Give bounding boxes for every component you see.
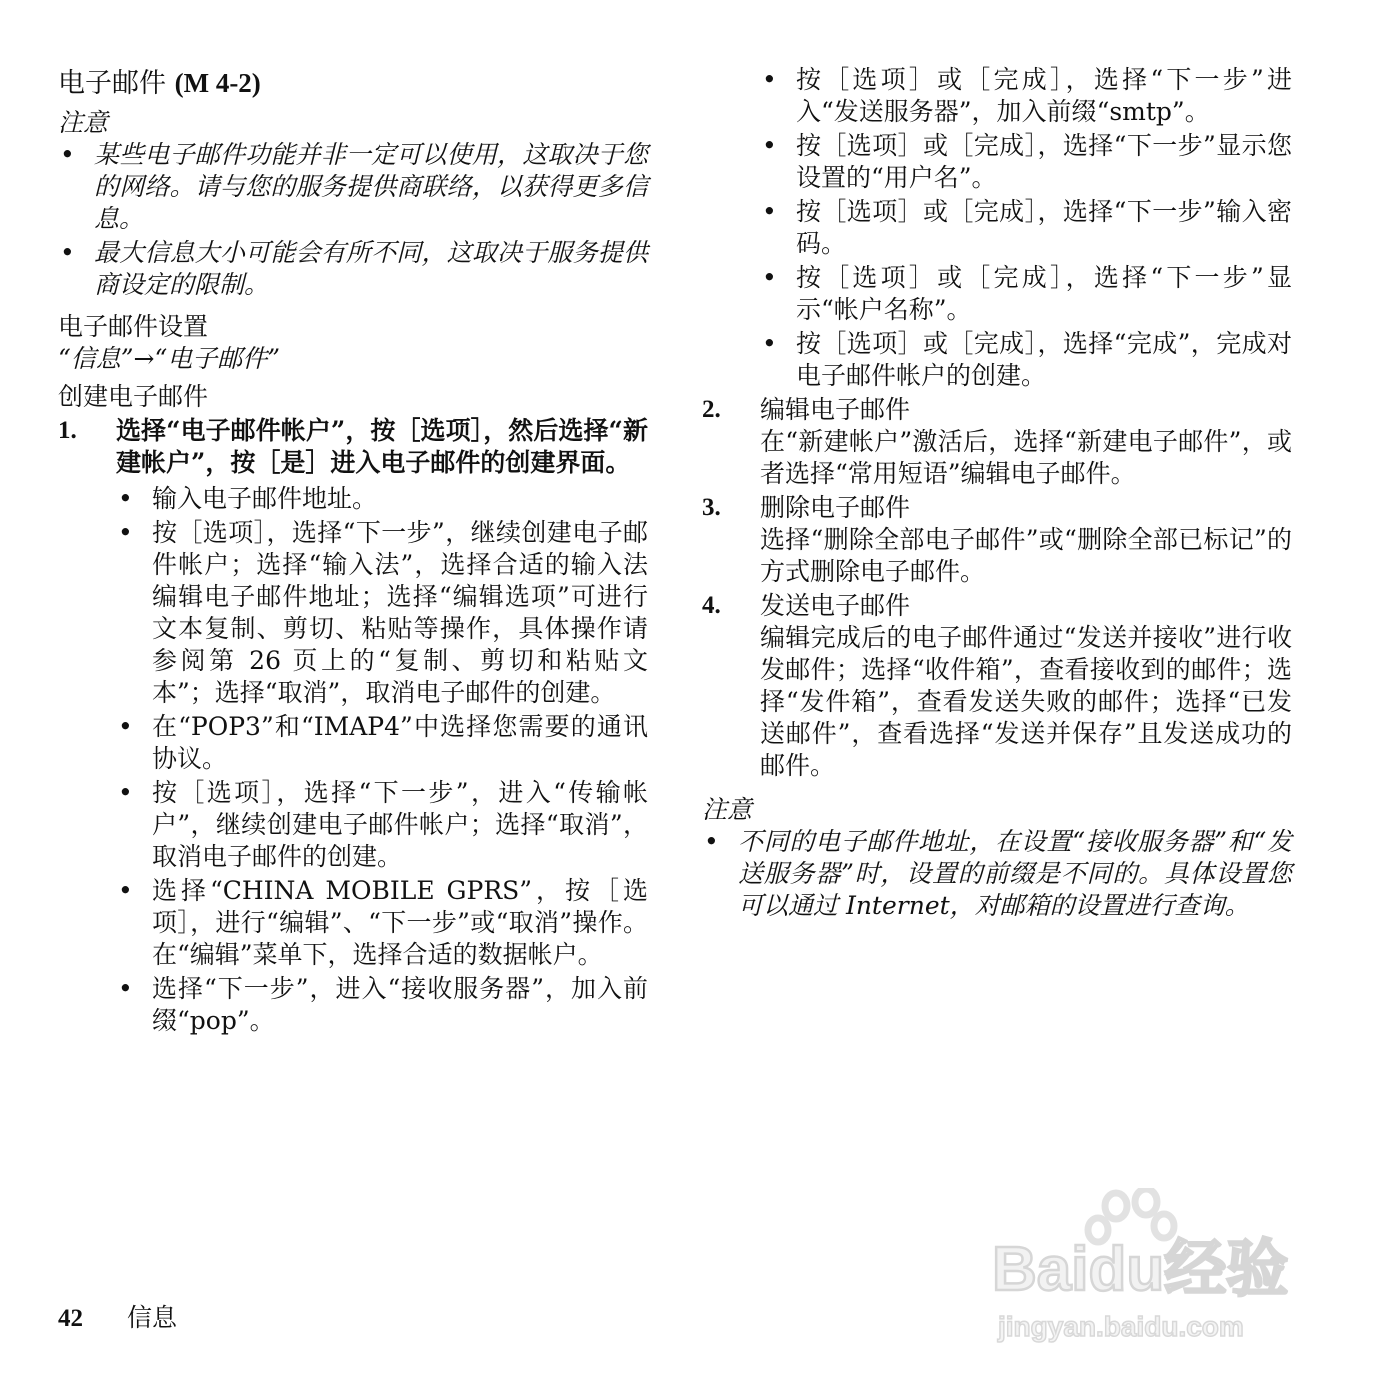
- page-number: 42: [58, 1305, 83, 1332]
- watermark-url: jingyan.baidu.com: [998, 1311, 1244, 1342]
- menu-path: “信息”→“电子邮件”: [58, 344, 281, 373]
- list-item: • 按［选项］或［完成］，选择“下一步”显示您设置的“用户名”。: [760, 130, 1292, 194]
- step-number: 3.: [702, 494, 721, 521]
- note-item: • 不同的电子邮件地址，在设置“接收服务器”和“发送服务器”时，设置的前缀是不同的。具体设置您可以通过 Internet，对邮箱的设置进行查询。: [702, 826, 1292, 922]
- page-footer: [58, 1302, 177, 1335]
- step-4: [702, 590, 1292, 782]
- list-item: • 在“POP3”和“IMAP4”中选择您需要的通讯协议。: [116, 711, 648, 775]
- note-item: • 某些电子邮件功能并非一定可以使用，这取决于您的网络。请与您的服务提供商联络，以获得更多信息。: [58, 139, 648, 235]
- create-heading: 创建电子邮件: [58, 382, 209, 411]
- list-item: • 按［选项］或［完成］，选择“下一步”显示“帐户名称”。: [760, 262, 1292, 326]
- section-title-text: 电子邮件: [58, 68, 175, 99]
- model-code: (M 4-2): [174, 68, 261, 98]
- list-item: • 按［选项］，选择“下一步”，继续创建电子邮件帐户；选择“输入法”，选择合适的输入法编辑电子邮件地址；选择“编辑选项”可进行文本复制、剪切、粘贴等操作，具体操作请参阅第 26 页上的“复制、剪切和粘贴文本”；选择“取消”，取消电子邮件的创建。: [116, 517, 648, 709]
- settings-heading: 电子邮件设置: [58, 312, 209, 341]
- step-number: 4.: [702, 592, 721, 619]
- watermark-brand: Baidu经验: [992, 1235, 1289, 1304]
- step-3: [702, 492, 1292, 588]
- step-body: 编辑完成后的电子邮件通过“发送并接收”进行收发邮件；选择“收件箱”，查看接收到的邮件；选择“发件箱”，查看发送失败的邮件；选择“已发送邮件”，查看选择“发送并保存”且发送成功的邮件。: [760, 623, 1292, 780]
- step-title: 删除电子邮件: [760, 493, 911, 522]
- list-item: • 输入电子邮件地址。: [116, 483, 648, 515]
- list-item: • 按［选项］，选择“下一步”，进入“传输帐户”，继续创建电子邮件帐户；选择“取消”，取消电子邮件的创建。: [116, 777, 648, 873]
- list-item: • 按［选项］或［完成］，选择“完成”，完成对电子邮件帐户的创建。: [760, 328, 1292, 392]
- step-number: 2.: [702, 396, 721, 423]
- baidu-watermark: [968, 1188, 1328, 1348]
- step-1-bullets: [116, 483, 648, 1037]
- note-list: [58, 139, 648, 301]
- note-list: [702, 826, 1292, 922]
- step-title: 编辑电子邮件: [760, 395, 911, 424]
- list-item: • 按［选项］或［完成］，选择“下一步”输入密码。: [760, 196, 1292, 260]
- footer-section: 信息: [127, 1303, 178, 1332]
- step-title: 发送电子邮件: [760, 591, 911, 620]
- left-column: [58, 64, 648, 1039]
- step-2: [702, 394, 1292, 490]
- step-body: 在“新建帐户”激活后，选择“新建电子邮件”，或者选择“常用短语”编辑电子邮件。: [760, 427, 1292, 488]
- note-item: • 最大信息大小可能会有所不同，这取决于服务提供商设定的限制。: [58, 237, 648, 301]
- step-1: [58, 415, 648, 1037]
- continued-bullets: [702, 64, 1292, 392]
- step-number: 1.: [58, 417, 77, 444]
- step-body: 选择“删除全部电子邮件”或“删除全部已标记”的方式删除电子邮件。: [760, 525, 1292, 586]
- list-item: • 选择“下一步”，进入“接收服务器”，加入前缀“pop”。: [116, 973, 648, 1037]
- note-heading: 注意: [702, 795, 753, 824]
- right-column: [702, 64, 1292, 924]
- step-text: 选择“电子邮件帐户”，按［选项］，然后选择“新建帐户”，按［是］进入电子邮件的创建界面。: [116, 416, 648, 477]
- list-item: • 按［选项］或［完成］，选择“下一步”进入“发送服务器”，加入前缀“smtp”。: [760, 64, 1292, 128]
- list-item: • 选择“CHINA MOBILE GPRS”，按［选项］，进行“编辑”、“下一步”或“取消”操作。在“编辑”菜单下，选择合适的数据帐户。: [116, 875, 648, 971]
- note-heading: 注意: [58, 108, 109, 137]
- section-title: [58, 64, 648, 103]
